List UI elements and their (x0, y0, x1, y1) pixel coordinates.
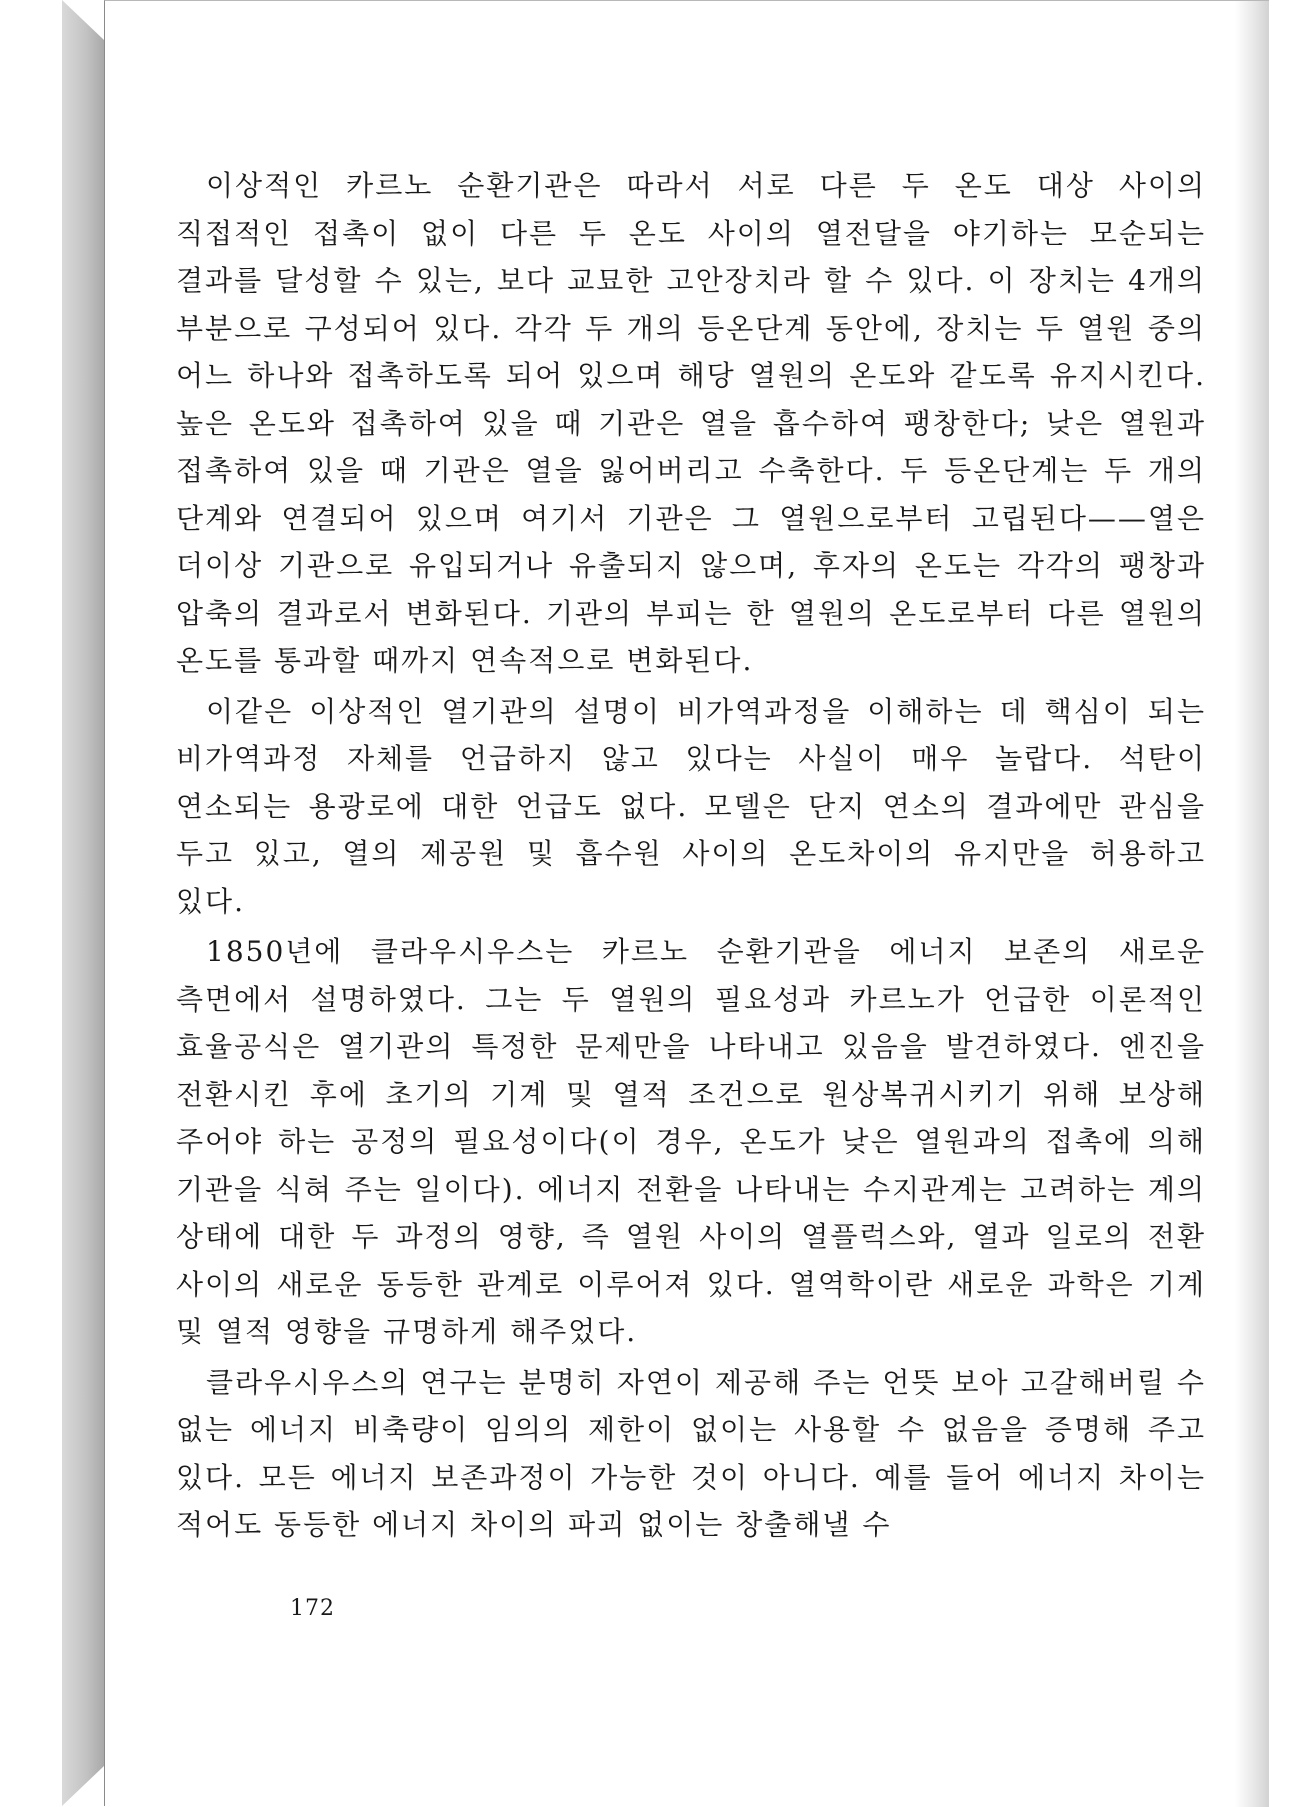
body-text (176, 162, 1206, 1552)
paragraph: 클라우시우스의 연구는 분명히 자연이 제공해 주는 언뜻 보아 고갈해버릴 수 없는 에너지 비축량이 임의의 제한이 없이는 사용할 수 없음을 증명해 주고 있다. 모든 에너지 보존과정이 가능한 것이 아니다. 예를 들어 에너지 차이는 적어도 동등한 에너지 차이의 파괴 없이는 창출해낼 수 (176, 1365, 1206, 1541)
spine-bottom-corner (62, 1766, 104, 1806)
book-spine (62, 0, 104, 1806)
paragraph: 1850년에 클라우시우스는 카르노 순환기관을 에너지 보존의 새로운 측면에서 설명하였다. 그는 두 열원의 필요성과 카르노가 언급한 이론적인 효율공식은 열기관의 특정한 문제만을 나타내고 있음을 발견하였다. 엔진을 전환시킨 후에 초기의 기계 및 열적 조건으로 원상복귀시키기 위해 보상해 주어야 하는 공정의 필요성이다(이 경우, 온도가 낮은 열원과의 접촉에 의해 기관을 식혀 주는 일이다). 에너지 전환을 나타내는 수지관계는 고려하는 계의 상태에 대한 두 과정의 영향, 즉 열원 사이의 열플럭스와, 열과 일로의 전환 사이의 새로운 동등한 관계로 이루어져 있다. 열역학이란 새로운 과학은 기계 및 열적 영향을 규명하게 해주었다. (176, 935, 1206, 1348)
paragraph: 이상적인 카르노 순환기관은 따라서 서로 다른 두 온도 대상 사이의 직접적인 접촉이 없이 다른 두 온도 사이의 열전달을 야기하는 모순되는 결과를 달성할 수 있는, 보다 교묘한 고안장치라 할 수 있다. 이 장치는 4개의 부분으로 구성되어 있다. 각각 두 개의 등온단계 동안에, 장치는 두 열원 중의 어느 하나와 접촉하도록 되어 있으며 해당 열원의 온도와 같도록 유지시킨다. 높은 온도와 접촉하여 있을 때 기관은 열을 흡수하여 팽창한다; 낮은 열원과 접촉하여 있을 때 기관은 열을 잃어버리고 수축한다. 두 등온단계는 두 개의 단계와 연결되어 있으며 여기서 기관은 그 열원으로부터 고립된다——열은 더이상 기관으로 유입되거나 유출되지 않으며, 후자의 온도는 각각의 팽창과 압축의 결과로서 변화된다. 기관의 부피는 한 열원의 온도로부터 다른 열원의 온도를 통과할 때까지 연속적으로 변화된다. (176, 169, 1206, 677)
paragraph: 이같은 이상적인 열기관의 설명이 비가역과정을 이해하는 데 핵심이 되는 비가역과정 자체를 언급하지 않고 있다는 사실이 매우 놀랍다. 석탄이 연소되는 용광로에 대한 언급도 없다. 모델은 단지 연소의 결과에만 관심을 두고 있고, 열의 제공원 및 흡수원 사이의 온도차이의 유지만을 허용하고 있다. (176, 694, 1206, 918)
spine-top-corner (62, 0, 104, 40)
page-edge-shadow (1235, 1, 1269, 1807)
page-number: 172 (290, 1596, 335, 1621)
